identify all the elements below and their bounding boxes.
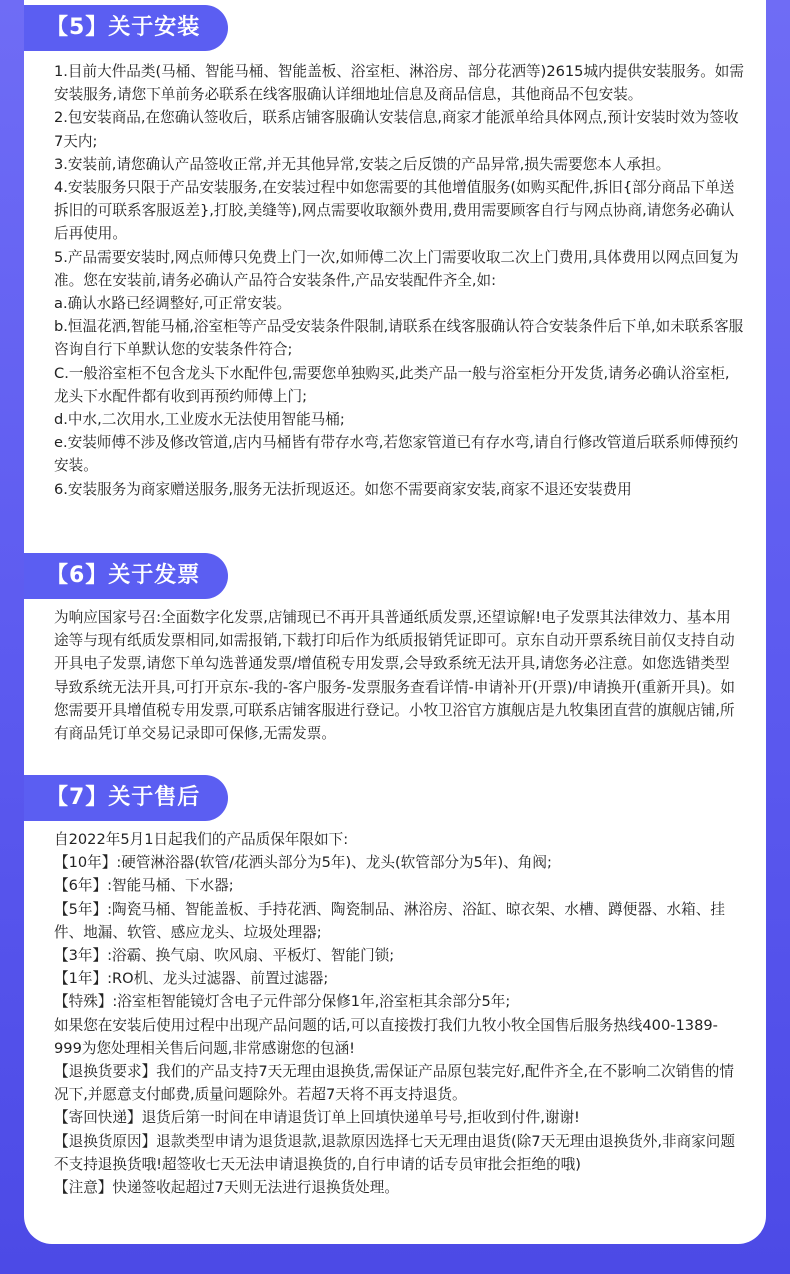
aftersale-item: 【寄回快递】退货后第一时间在申请退货订单上回填快递单号号,拒收到付件,谢谢!: [54, 1109, 580, 1127]
section-body-aftersale: [54, 828, 744, 1199]
aftersale-item: 【退换货要求】我们的产品支持7天无理由退换货,需保证产品原包装完好,配件齐全,在不影响二次销售的情况下,并愿意支付邮费,质量问题除外。若超7天将不再支持退货。: [54, 1063, 734, 1104]
install-item: 5.产品需要安装时,网点师傅只免费上门一次,如师傅二次上门需要收取二次上门费用,具体费用以网点回复为准。您在安装前,请务必确认产品符合安装条件,产品安装配件齐全,如:: [54, 248, 739, 289]
aftersale-item: 【3年】:浴霸、换气扇、吹风扇、平板灯、智能门锁;: [54, 947, 395, 965]
install-item: b.恒温花洒,智能马桶,浴室柜等产品受安装条件限制,请联系在线客服确认符合安装条件后下单,如未联系客服咨询自行下单默认您的安装条件符合;: [54, 318, 744, 359]
install-item: 3.安装前,请您确认产品签收正常,并无其他异常,安装之后反馈的产品异常,损失需要您本人承担。: [54, 155, 671, 173]
aftersale-item: 【5年】:陶瓷马桶、智能盖板、手持花洒、陶瓷制品、淋浴房、浴缸、晾衣架、水槽、蹲便器、水箱、挂件、地漏、软管、感应龙头、垃圾处理器;: [54, 900, 725, 941]
aftersale-item: 【特殊】:浴室柜智能镜灯含电子元件部分保修1年,浴室柜其余部分5年;: [54, 993, 511, 1011]
aftersale-item: 【10年】:硬管淋浴器(软管/花洒头部分为5年)、龙头(软管部分为5年)、角阀;: [54, 854, 552, 872]
invoice-paragraph: 为响应国家号召:全面数字化发票,店铺现已不再开具普通纸质发票,还望谅解!电子发票其法律效力、基本用途等与现有纸质发票相同,如需报销,下载打印后作为纸质报销凭证即可。京东自动开票系统目前仅支持自动开具电子发票,请您下单勾选普通发票/增值税专用发票,会导致系统无法开具,请您务必注意。如您选错类型导致系统无法开具,可打开京东-我的-客户服务-发票服务查看详情-申请补开(开票)/申请换开(重新开具)。如您需要开具增值税专用发票,可联系店铺客服进行登记。小牧卫浴官方旗舰店是九牧集团直营的旗舰店铺,所有商品凭订单交易记录即可保修,无需发票。: [54, 609, 735, 743]
section-body-invoice: [54, 606, 744, 745]
install-item: 1.目前大件品类(马桶、智能马桶、智能盖板、浴室柜、淋浴房、部分花洒等)2615城内提供安装服务。如需安装服务,请您下单前务必联系在线客服确认详细地址信息及商品信息，其他商品不包安装。: [54, 63, 744, 104]
aftersale-item: 如果您在安装后使用过程中出现产品问题的话,可以直接拨打我们九牧小牧全国售后服务热线400-1389-999为您处理相关售后问题,非常感谢您的包涵!: [54, 1016, 718, 1057]
aftersale-item: 【退换货原因】退款类型申请为退货退款,退款原因选择七天无理由退货(除7天无理由退换货外,非商家问题不支持退换货哦!超签收七天无法申请退换货的,自行申请的话专员审批会拒绝的哦): [54, 1132, 735, 1173]
section-title-aftersale: 【7】关于售后: [24, 775, 228, 821]
install-item: d.中水,二次用水,工业废水无法使用智能马桶;: [54, 411, 345, 429]
install-item: 2.包安装商品,在您确认签收后，联系店铺客服确认安装信息,商家才能派单给具体网点,预计安装时效为签收7天内;: [54, 109, 739, 150]
install-item: 4.安装服务只限于产品安装服务,在安装过程中如您需要的其他增值服务(如购买配件,拆旧{部分商品下单送拆旧的可联系客服返差},打胶,美缝等),网点需要收取额外费用,费用需要顾客自行与网点协商,请您务必确认后再使用。: [54, 179, 735, 243]
install-item: e.安装师傅不涉及修改管道,店内马桶皆有带存水弯,若您家管道已有存水弯,请自行修改管道后联系师傅预约安装。: [54, 434, 739, 475]
aftersale-item: 自2022年5月1日起我们的产品质保年限如下:: [54, 831, 349, 848]
aftersale-item: 【注意】快递签收起超过7天则无法进行退换货处理。: [54, 1179, 399, 1197]
section-title-install: 【5】关于安装: [24, 5, 228, 51]
aftersale-item: 【6年】:智能马桶、下水器;: [54, 877, 234, 895]
install-item: 6.安装服务为商家赠送服务,服务无法折现返还。如您不需要商家安装,商家不退还安装费用: [54, 480, 632, 498]
section-title-invoice: 【6】关于发票: [24, 553, 228, 599]
install-item: a.确认水路已经调整好,可正常安装。: [54, 295, 292, 313]
install-item: C.一般浴室柜不包含龙头下水配件包,需要您单独购买,此类产品一般与浴室柜分开发货,请务必确认浴室柜,龙头下水配件都有收到再预约师傅上门;: [54, 364, 730, 405]
section-body-install: [54, 60, 744, 501]
aftersale-item: 【1年】:RO机、龙头过滤器、前置过滤器;: [54, 970, 329, 988]
